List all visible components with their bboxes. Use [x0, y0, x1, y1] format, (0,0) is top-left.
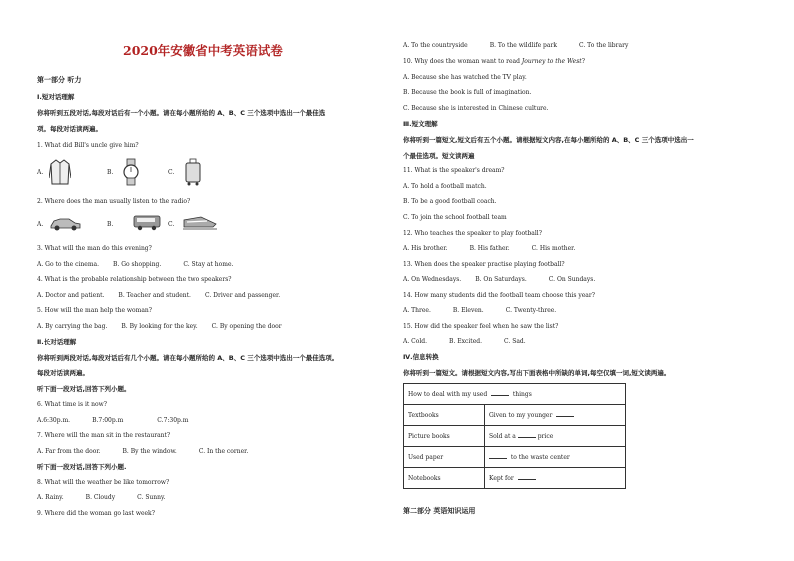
question-11-option-c: C. To join the school football team: [403, 214, 507, 221]
option-a: A. Far from the door.: [37, 448, 101, 455]
page-title: 2020年安徽省中考英语试卷: [123, 43, 283, 58]
subsection-heading: 听下面一段对话,回答下列小题。: [37, 385, 131, 393]
section4-instructions: 你将听到一篇短文。请根据短文内容,写出下面表格中所缺的单词,每空仅填一词,短文读两遍。: [403, 369, 671, 377]
jacket-icon: [49, 158, 71, 186]
option-b: B. His father.: [469, 245, 510, 252]
question-13-options: [403, 276, 595, 284]
option-c: C. Twenty-three.: [505, 307, 557, 314]
option-a: A. Cold.: [403, 338, 428, 345]
option-label: A.: [37, 221, 44, 228]
option-b: B.7:00p.m: [92, 417, 124, 424]
question-5: 5. How will the man help the woman?: [37, 307, 153, 314]
question-10-option-c: C. Because she is interested in Chinese culture.: [403, 105, 549, 112]
table-cell: Used paper: [404, 447, 485, 468]
section4-heading: Ⅳ.信息转换: [403, 353, 439, 361]
option-c: C. By opening the door: [211, 323, 282, 330]
section1-instructions-cont: 项。每段对话读两遍。: [37, 125, 102, 133]
table-row: [404, 426, 626, 447]
option-a: A. Rainy.: [37, 494, 64, 501]
question-12: 12. Who teaches the speaker to play football?: [403, 230, 542, 237]
answer-blank[interactable]: [489, 453, 507, 459]
watch-icon: [121, 158, 141, 186]
part2-heading: 第二部分 英语知识运用: [403, 507, 476, 515]
section3-instructions: 你将听到一篇短文,短文后有五个小题。请根据短文内容,在每小题所给的 A、B、C 三个选项中选出一: [403, 136, 694, 144]
question-11-option-b: B. To be a good football coach.: [403, 198, 497, 205]
question-6-options: [37, 417, 189, 425]
option-b: B. Cloudy: [85, 494, 116, 501]
table-cell: How to deal with my used things: [404, 384, 626, 405]
section1-heading: Ⅰ.短对话理解: [37, 93, 75, 101]
option-b: B. On Saturdays.: [475, 276, 527, 283]
option-c: C. In the corner.: [198, 448, 249, 455]
option-a: A. Three.: [403, 307, 431, 314]
question-5-options: [37, 323, 282, 331]
table-cell: Kept for: [485, 468, 626, 489]
question-10-option-a: A. Because she has watched the TV play.: [403, 74, 527, 81]
question-3-options: [37, 261, 233, 269]
bus-icon: [133, 214, 161, 231]
option-a: A. By carrying the bag.: [37, 323, 108, 330]
option-a: A. To the countryside: [403, 42, 468, 49]
question-9-options: [403, 42, 628, 50]
option-c: C. Driver and passenger.: [204, 292, 281, 299]
table-cell: Notebooks: [404, 468, 485, 489]
table-cell: Picture books: [404, 426, 485, 447]
question-10-option-b: B. Because the book is full of imagination.: [403, 89, 532, 96]
section2-instructions-cont: 每段对话读两遍。: [37, 369, 89, 377]
question-8-options: [37, 494, 166, 502]
option-c: C. To the library: [578, 42, 629, 49]
section3-instructions-cont: 个最佳选项。短文读两遍: [403, 152, 475, 160]
answer-blank[interactable]: [518, 432, 536, 438]
option-label: B.: [107, 169, 114, 176]
train-icon: [183, 213, 217, 231]
car-icon: [49, 215, 81, 231]
question-13: 13. When does the speaker practise playing football?: [403, 261, 565, 268]
option-c: C. His mother.: [531, 245, 576, 252]
question-15-options: [403, 338, 526, 346]
answer-blank[interactable]: [556, 411, 574, 417]
table-cell: Textbooks: [404, 405, 485, 426]
question-8: 8. What will the weather be like tomorrow?: [37, 479, 170, 486]
option-b: B. Go shopping.: [113, 261, 162, 268]
option-label: B.: [107, 221, 114, 228]
question-4-options: [37, 292, 280, 300]
part1-heading: 第一部分 听力: [37, 76, 82, 84]
option-b: B. Eleven.: [452, 307, 484, 314]
option-a: A.6:30p.m.: [37, 417, 71, 424]
book-title: Journey to the West: [521, 58, 582, 65]
suitcase-icon: [185, 158, 201, 186]
option-b: B. By looking for the key.: [121, 323, 198, 330]
option-c: C.7:30p.m: [157, 417, 189, 424]
option-a: A. On Wednesdays.: [403, 276, 462, 283]
question-9: 9. Where did the woman go last week?: [37, 510, 155, 517]
question-2: 2. Where does the man usually listen to the radio?: [37, 198, 191, 205]
table-cell: Sold at a price: [485, 426, 626, 447]
answer-blank[interactable]: [491, 390, 509, 396]
question-11-option-a: A. To hold a football match.: [403, 183, 487, 190]
option-a: A. Doctor and patient.: [37, 292, 105, 299]
table-row: [404, 468, 626, 489]
option-b: B. To the wildlife park: [489, 42, 557, 49]
table-row: [404, 384, 626, 405]
question-14: 14. How many students did the football team choose this year?: [403, 292, 595, 299]
section1-instructions: 你将听到五段对话,每段对话后有一个小题。请在每小题所给的 A、B、C 三个选项中选出一个最佳选: [37, 109, 326, 117]
option-b: B. Excited.: [449, 338, 483, 345]
question-11: 11. What is the speaker's dream?: [403, 167, 505, 174]
option-b: B. Teacher and student.: [118, 292, 191, 299]
option-c: C. Sad.: [504, 338, 526, 345]
answer-blank[interactable]: [518, 474, 536, 480]
table-row: [404, 447, 626, 468]
option-c: C. On Sundays.: [548, 276, 596, 283]
section2-instructions: 你将听到两段对话,每段对话后有几个小题。请在每小题所给的 A、B、C 三个选项中选出一个最佳选项。: [37, 354, 339, 362]
question-3: 3. What will the man do this evening?: [37, 245, 152, 252]
section2-heading: Ⅱ.长对话理解: [37, 338, 77, 346]
question-14-options: [403, 307, 556, 315]
option-label: A.: [37, 169, 44, 176]
question-4: 4. What is the probable relationship between the two speakers?: [37, 276, 232, 283]
information-table: [403, 383, 626, 489]
option-a: A. Go to the cinema.: [37, 261, 99, 268]
option-c: C. Stay at home.: [183, 261, 234, 268]
question-10: 10. Why does the woman want to read Journey to the West?: [403, 58, 585, 65]
table-cell: to the waste center: [485, 447, 626, 468]
section3-heading: Ⅲ.短文理解: [403, 120, 438, 128]
question-15: 15. How did the speaker feel when he saw the list?: [403, 323, 559, 330]
option-c: C. Sunny.: [137, 494, 166, 501]
option-b: B. By the window.: [122, 448, 177, 455]
table-cell: Given to my younger: [485, 405, 626, 426]
option-label: C.: [168, 169, 175, 176]
question-1: 1. What did Bill's uncle give him?: [37, 142, 139, 149]
option-a: A. His brother.: [403, 245, 448, 252]
subsection-heading: 听下面一段对话,回答下列小题.: [37, 463, 127, 471]
table-row: [404, 405, 626, 426]
question-6: 6. What time is it now?: [37, 401, 108, 408]
question-7: 7. Where will the man sit in the restaurant?: [37, 432, 171, 439]
question-12-options: [403, 245, 575, 253]
question-7-options: [37, 448, 248, 456]
option-label: C.: [168, 221, 175, 228]
